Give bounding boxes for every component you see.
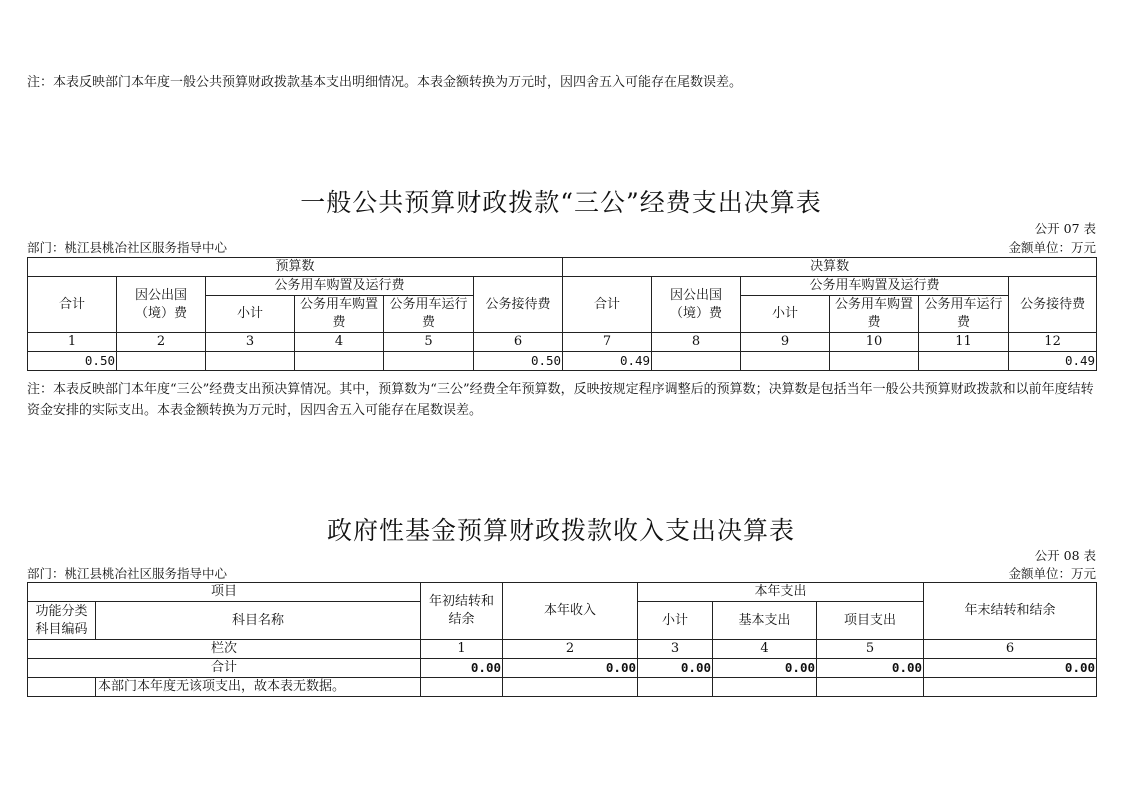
- empty-cell: [638, 678, 713, 697]
- table1-title: 一般公共预算财政拨款“三公”经费支出决算表: [300, 188, 822, 217]
- empty-cell: [503, 678, 638, 697]
- table1-code: 公开 07 表: [1034, 221, 1096, 236]
- col-num: 1: [28, 333, 117, 352]
- table1-department: 部门：桃江县桃冶社区服务指导中心: [27, 240, 228, 255]
- col-num: 1: [421, 640, 503, 659]
- three-public-expense-table: [27, 257, 1097, 371]
- empty-cell: [924, 678, 1097, 697]
- final-subtotal-header: 小计: [741, 296, 830, 333]
- col-num: 6: [924, 640, 1097, 659]
- col-num: 12: [1009, 333, 1097, 352]
- value-cell: 0.49: [1009, 352, 1097, 371]
- budget-vehicle-header: 公务用车购置及运行费: [206, 277, 474, 296]
- col-num: 7: [563, 333, 652, 352]
- table2-unit: 金额单位：万元: [1008, 566, 1096, 581]
- basic-expense-header: 基本支出: [713, 602, 817, 640]
- col-num: 3: [206, 333, 295, 352]
- budget-purchase-header: 公务用车购置费: [295, 296, 384, 333]
- col-num: 2: [117, 333, 206, 352]
- value-cell: 0.50: [474, 352, 563, 371]
- value-cell: [117, 352, 206, 371]
- func-code-header: 功能分类科目编码: [28, 602, 96, 640]
- value-cell: [919, 352, 1009, 371]
- value-cell: [384, 352, 474, 371]
- final-purchase-header: 公务用车购置费: [830, 296, 919, 333]
- value-cell: [295, 352, 384, 371]
- project-expense-header: 项目支出: [817, 602, 924, 640]
- col-num: 4: [713, 640, 817, 659]
- end-balance-header: 年末结转和结余: [924, 583, 1097, 640]
- total-value: 0.00: [421, 659, 503, 678]
- subject-name-header: 科目名称: [96, 602, 421, 640]
- table2-title: 政府性基金预算财政拨款收入支出决算表: [326, 516, 795, 545]
- total-value: 0.00: [503, 659, 638, 678]
- col-num: 11: [919, 333, 1009, 352]
- total-value: 0.00: [924, 659, 1097, 678]
- total-label: 合计: [28, 659, 421, 678]
- budget-operation-header: 公务用车运行费: [384, 296, 474, 333]
- table1-note: 注：本表反映部门本年度“三公”经费支出预决算情况。其中，预算数为“三公”经费全年预算数，反映按规定程序调整后的预算数；决算数是包括当年一般公共预算财政拨款和以前年度结转资金安排的实际支出。本表金额转换为万元时，因四舍五入可能存在尾数误差。: [27, 382, 1094, 418]
- value-cell: [206, 352, 295, 371]
- col-num: 10: [830, 333, 919, 352]
- empty-cell: [817, 678, 924, 697]
- income-header: 本年收入: [503, 583, 638, 640]
- final-abroad-header: 因公出国（境）费: [652, 277, 741, 333]
- item-header: 项目: [28, 583, 421, 602]
- begin-balance-header: 年初结转和结余: [421, 583, 503, 640]
- value-cell: [741, 352, 830, 371]
- budget-subtotal-header: 小计: [206, 296, 295, 333]
- col-num: 3: [638, 640, 713, 659]
- col-num: 4: [295, 333, 384, 352]
- col-num: 5: [384, 333, 474, 352]
- column-label: 栏次: [28, 640, 421, 659]
- col-num: 2: [503, 640, 638, 659]
- empty-cell: [713, 678, 817, 697]
- expense-header: 本年支出: [638, 583, 924, 602]
- table1-unit: 金额单位：万元: [1008, 240, 1096, 255]
- budget-total-header: 合计: [28, 277, 117, 333]
- value-cell: 0.49: [563, 352, 652, 371]
- total-value: 0.00: [638, 659, 713, 678]
- col-num: 5: [817, 640, 924, 659]
- total-value: 0.00: [713, 659, 817, 678]
- final-operation-header: 公务用车运行费: [919, 296, 1009, 333]
- table2-code: 公开 08 表: [1034, 548, 1096, 563]
- col-num: 6: [474, 333, 563, 352]
- final-reception-header: 公务接待费: [1009, 277, 1097, 333]
- col-num: 9: [741, 333, 830, 352]
- budget-reception-header: 公务接待费: [474, 277, 563, 333]
- value-cell: [652, 352, 741, 371]
- top-note: 注：本表反映部门本年度一般公共预算财政拨款基本支出明细情况。本表金额转换为万元时，因四舍五入可能存在尾数误差。: [27, 75, 743, 90]
- value-cell: 0.50: [28, 352, 117, 371]
- expense-subtotal-header: 小计: [638, 602, 713, 640]
- col-num: 8: [652, 333, 741, 352]
- empty-cell: [421, 678, 503, 697]
- group-budget-header: 预算数: [28, 258, 563, 277]
- budget-abroad-header: 因公出国（境）费: [117, 277, 206, 333]
- value-cell: [830, 352, 919, 371]
- total-value: 0.00: [817, 659, 924, 678]
- table2-department: 部门：桃江县桃冶社区服务指导中心: [27, 566, 228, 581]
- empty-cell: [28, 678, 96, 697]
- final-total-header: 合计: [563, 277, 652, 333]
- gov-fund-table: [27, 582, 1097, 697]
- group-final-header: 决算数: [563, 258, 1097, 277]
- empty-data-note: 本部门本年度无该项支出，故本表无数据。: [96, 678, 421, 697]
- final-vehicle-header: 公务用车购置及运行费: [741, 277, 1009, 296]
